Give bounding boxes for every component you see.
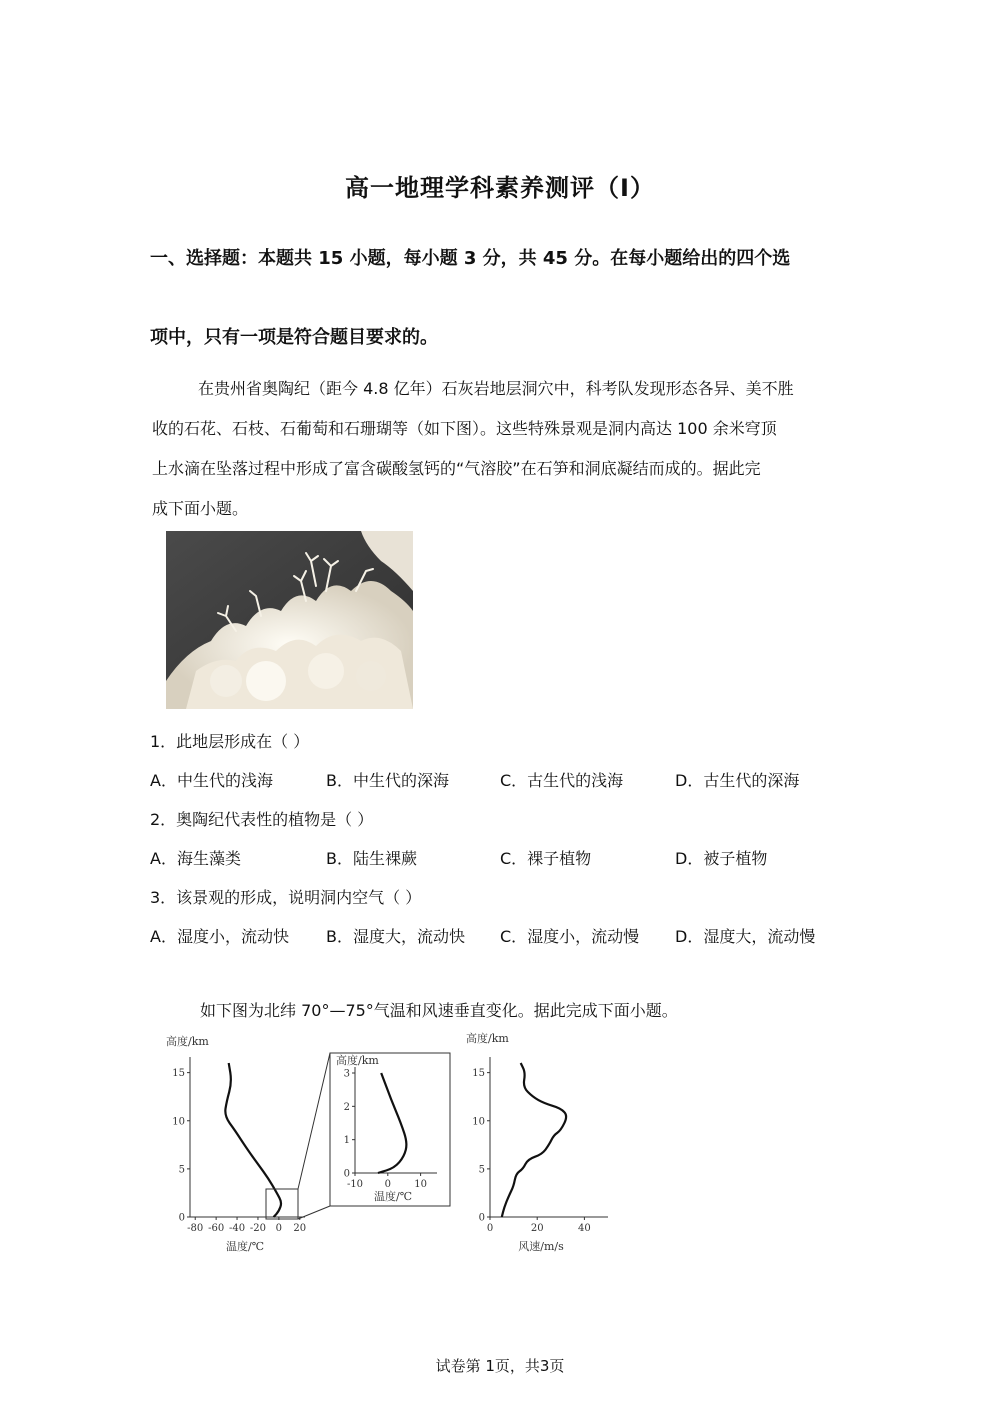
y-tick-label: 3: [343, 1068, 350, 1080]
x-axis-label: 温度/℃: [373, 1190, 413, 1203]
page-title: 高一地理学科素养测评（Ⅰ）: [345, 174, 655, 202]
question-3-stem: 3．该景观的形成，说明洞内空气（ ）: [150, 888, 422, 907]
y-tick-label: 0: [478, 1212, 485, 1224]
y-tick-label: 15: [172, 1068, 185, 1080]
x-tick-label: 0: [486, 1223, 494, 1234]
y-tick-label: 10: [172, 1116, 185, 1128]
inset-connector-line: [298, 1053, 330, 1189]
q3-option-c: C．湿度小，流动慢: [500, 927, 640, 946]
x-tick-label: -80: [187, 1223, 204, 1234]
q1-option-b: B．中生代的深海: [326, 771, 449, 790]
data-series-line: [225, 1063, 281, 1217]
x-tick-label: -60: [208, 1223, 225, 1234]
q3-option-a: A．湿度小，流动快: [150, 927, 289, 946]
passage-1-line: 上水滴在坠落过程中形成了富含碳酸氢钙的“气溶胶”在石笋和洞底凝结而成的。据此完: [152, 459, 761, 478]
q2-option-d: D．被子植物: [675, 849, 768, 868]
x-tick-label: -10: [346, 1179, 364, 1190]
q1-option-a: A．中生代的浅海: [150, 771, 273, 790]
y-tick-label: 0: [343, 1168, 350, 1180]
y-axis-label: 高度/km: [166, 1035, 209, 1048]
y-tick-label: 5: [478, 1164, 485, 1176]
x-axis-label: 温度/℃: [225, 1240, 265, 1253]
x-tick-label: 20: [530, 1223, 544, 1234]
y-axis-label: 高度/km: [466, 1032, 509, 1045]
question-1-stem: 1．此地层形成在（ ）: [150, 732, 310, 751]
temperature-wind-charts: [0, 1025, 1000, 1265]
passage-1-line: 收的石花、石枝、石葡萄和石珊瑚等（如下图）。这些特殊景观是洞内高达 100 余米穹顶: [152, 419, 777, 438]
x-tick-label: 0: [384, 1179, 391, 1190]
page-footer: 试卷第 1页，共3页: [435, 1357, 565, 1375]
x-tick-label: 40: [578, 1223, 591, 1234]
y-tick-label: 15: [472, 1068, 485, 1080]
q1-option-d: D．古生代的深海: [675, 771, 800, 790]
temperature-chart: [166, 1034, 306, 1253]
question-2-stem: 2．奥陶纪代表性的植物是（ ）: [150, 810, 374, 829]
x-tick-label: 20: [293, 1223, 307, 1234]
q3-option-b: B．湿度大，流动快: [326, 927, 465, 946]
inset-connector-line: [298, 1206, 330, 1219]
wind-speed-chart: [466, 1031, 608, 1253]
section-heading-line2: 项中，只有一项是符合题目要求的。: [150, 327, 438, 348]
q3-option-d: D．湿度大，流动慢: [675, 927, 816, 946]
passage-1-line: 在贵州省奥陶纪（距今 4.8 亿年）石灰岩地层洞穴中，科考队发现形态各异、美不胜: [198, 379, 794, 398]
y-tick-label: 2: [343, 1101, 350, 1113]
passage-2: 如下图为北纬 70°—75°气温和风速垂直变化。据此完成下面小题。: [200, 1001, 678, 1020]
x-tick-label: 0: [275, 1223, 283, 1234]
y-tick-label: 5: [178, 1164, 185, 1176]
passage-1: [152, 369, 852, 529]
data-series-line: [502, 1063, 566, 1217]
q2-option-a: A．海生藻类: [150, 849, 241, 868]
y-tick-label: 0: [178, 1212, 185, 1224]
x-axis-label: 风速/m/s: [518, 1240, 564, 1253]
temperature-inset-chart: [336, 1053, 437, 1203]
x-tick-label: -20: [249, 1223, 267, 1234]
q2-option-b: B．陆生裸蕨: [326, 849, 417, 868]
y-axis-label: 高度/km: [336, 1054, 379, 1067]
data-series-line: [378, 1073, 406, 1173]
y-tick-label: 10: [472, 1116, 485, 1128]
x-tick-label: -40: [228, 1223, 246, 1234]
q1-option-c: C．古生代的浅海: [500, 771, 624, 790]
section-heading-line1: 一、选择题：本题共 15 小题，每小题 3 分，共 45 分。在每小题给出的四个选: [150, 248, 791, 269]
q2-option-c: C．裸子植物: [500, 849, 592, 868]
cave-formation-photo: [166, 531, 413, 709]
passage-1-line: 成下面小题。: [152, 499, 249, 518]
x-tick-label: 10: [414, 1179, 427, 1190]
y-tick-label: 1: [343, 1135, 350, 1147]
